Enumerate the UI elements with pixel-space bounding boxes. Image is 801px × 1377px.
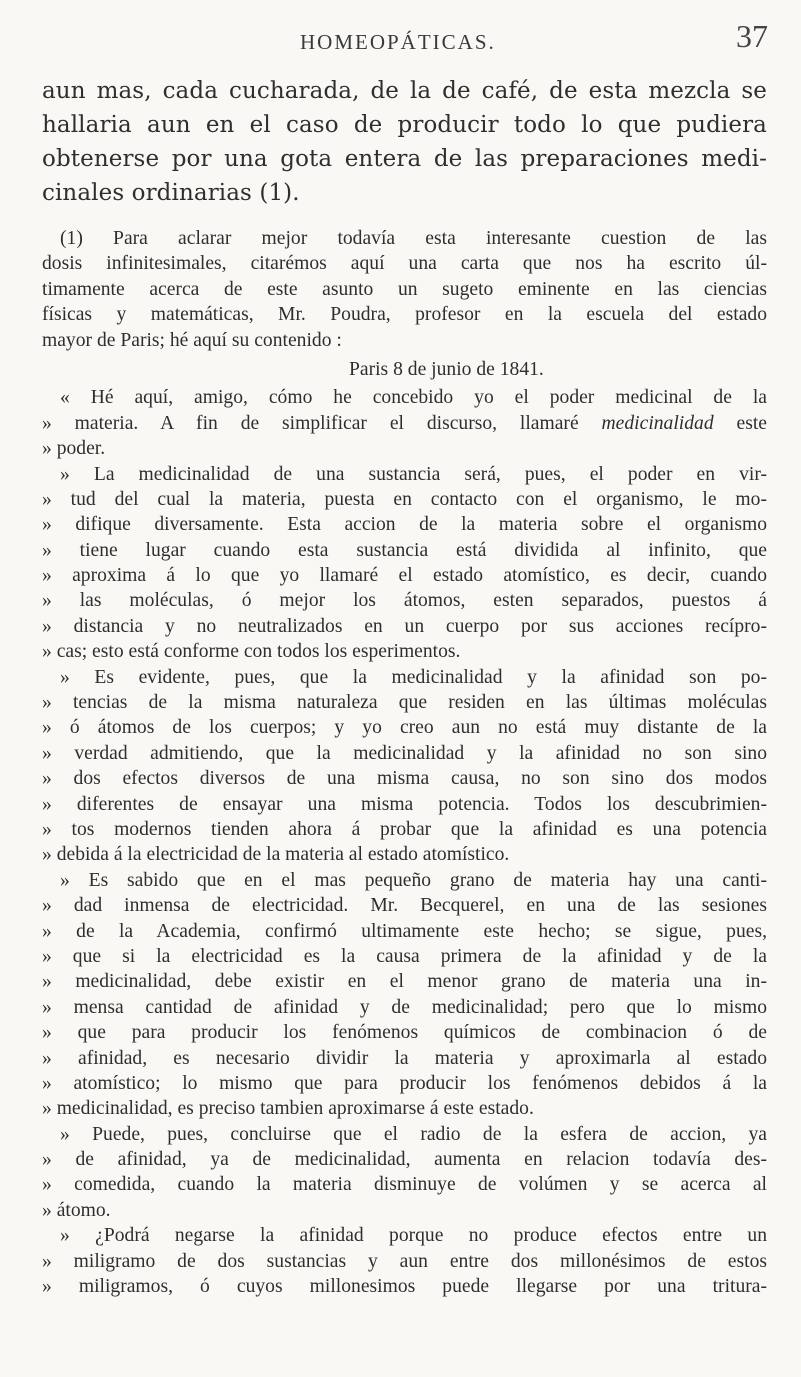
letter-line: » ¿Podrá negarse la afinidad porque no produce efectos entre un (60, 1225, 767, 1247)
letter-line: » que si la electricidad es la causa primera de la afinidad y de la (42, 945, 767, 967)
italic-term: medicinalidad (601, 412, 714, 434)
letter-line: » dos efectos diversos de una misma causa, no son sino dos modos (42, 768, 767, 790)
letter-line: » verdad admitiendo, que la medicinalidad y la afinidad no son sino (42, 742, 767, 764)
letter-line: » aproxima á lo que yo llamaré el estado atomístico, es decir, cuando (42, 565, 767, 587)
letter-text: este (713, 412, 767, 434)
letter-line: » atomístico; lo mismo que para producir los fenómenos debidos á la (42, 1072, 767, 1094)
letter-line: » debida á la electricidad de la materia al estado atomístico. (42, 844, 510, 866)
main-line: hallaria aun en el caso de producir todo lo que pudiera (42, 112, 767, 138)
letter-line: » tos modernos tienden ahora á probar que la afinidad es una potencia (42, 818, 767, 840)
letter-line: » tiene lugar cuando esta sustancia está dividida al infinito, que (42, 539, 767, 561)
letter-line: » tud del cual la materia, puesta en contacto con el organismo, le mo- (42, 488, 767, 510)
letter-line: » dad inmensa de electricidad. Mr. Becquerel, en una de las sesiones (42, 895, 767, 917)
letter-line: » medicinalidad, es preciso tambien aproximarse á este estado. (42, 1098, 534, 1120)
main-line: cinales ordinarias (1). (42, 180, 300, 206)
footnote-line: (1) Para aclarar mejor todavía esta interesante cuestion de las (60, 228, 767, 249)
letter-line: » las moléculas, ó mejor los átomos, esten separados, puestos á (42, 590, 767, 612)
letter-line: » diferentes de ensayar una misma potencia. Todos los descubrimien- (42, 793, 767, 815)
letter-line: » mensa cantidad de afinidad y de medicinalidad; pero que lo mismo (42, 996, 767, 1018)
letter-dateline: Paris 8 de junio de 1841. (349, 358, 544, 380)
letter-line: » miligramos, ó cuyos millonesimos puede llegarse por una tritura- (42, 1276, 767, 1298)
main-paragraph (42, 74, 767, 210)
letter-line: » comedida, cuando la materia disminuye de volúmen y se acerca al (42, 1174, 767, 1196)
letter-line: » Es evidente, pues, que la medicinalidad y la afinidad son po- (60, 666, 767, 688)
running-title: HOMEOPÁTICAS. (300, 30, 496, 54)
letter-line: » ó átomos de los cuerpos; y yo creo aun no está muy distante de la (42, 717, 767, 739)
letter-line: » Puede, pues, concluirse que el radio de la esfera de accion, ya (60, 1123, 767, 1145)
letter-line: » miligramo de dos sustancias y aun entre dos millonésimos de estos (42, 1250, 767, 1272)
letter-line: » Es sabido que en el mas pequeño grano de materia hay una canti- (60, 869, 767, 891)
footnote-line: timamente acerca de este asunto un sugeto eminente en las ciencias (42, 278, 767, 300)
letter-line (42, 411, 767, 436)
letter-line: » cas; esto está conforme con todos los esperimentos. (42, 641, 461, 663)
letter-line: » medicinalidad, debe existir en el menor grano de materia una in- (42, 971, 767, 993)
footnote (42, 226, 767, 1299)
letter-line: » distancia y no neutralizados en un cuerpo por sus acciones recípro- (42, 615, 767, 637)
letter-text: » materia. A fin de simplificar el discurso, llamaré (42, 412, 602, 434)
running-head (0, 18, 801, 58)
letter-line: » de la Academia, confirmó ultimamente este hecho; se sigue, pues, (42, 920, 767, 942)
letter-line: » tencias de la misma naturaleza que residen en las últimas moléculas (42, 692, 767, 714)
letter-line: » átomo. (42, 1199, 111, 1221)
letter-line: » afinidad, es necesario dividir la materia y aproximarla al estado (42, 1047, 767, 1069)
letter-line: « Hé aquí, amigo, cómo he concebido yo el poder medicinal de la (60, 387, 767, 409)
footnote-line: físicas y matemáticas, Mr. Poudra, profesor en la escuela del estado (42, 304, 767, 326)
letter-line: » que para producir los fenómenos químicos de combinacion ó de (42, 1022, 767, 1044)
footnote-line: dosis infinitesimales, citarémos aquí una carta que nos ha escrito úl- (42, 253, 767, 275)
footnote-line: mayor de Paris; hé aquí su contenido : (42, 329, 342, 351)
letter-line: » difique diversamente. Esta accion de la materia sobre el organismo (42, 514, 767, 536)
main-line: obtenerse por una gota entera de las preparaciones medi- (42, 146, 767, 172)
page-number: 37 (736, 18, 768, 54)
letter-line: » La medicinalidad de una sustancia será, pues, el poder en vir- (60, 463, 767, 485)
letter-line: » de afinidad, ya de medicinalidad, aumenta en relacion todavía des- (42, 1149, 767, 1171)
letter-line: » poder. (42, 438, 106, 460)
main-line: aun mas, cada cucharada, de la de café, de esta mezcla se (42, 78, 767, 104)
